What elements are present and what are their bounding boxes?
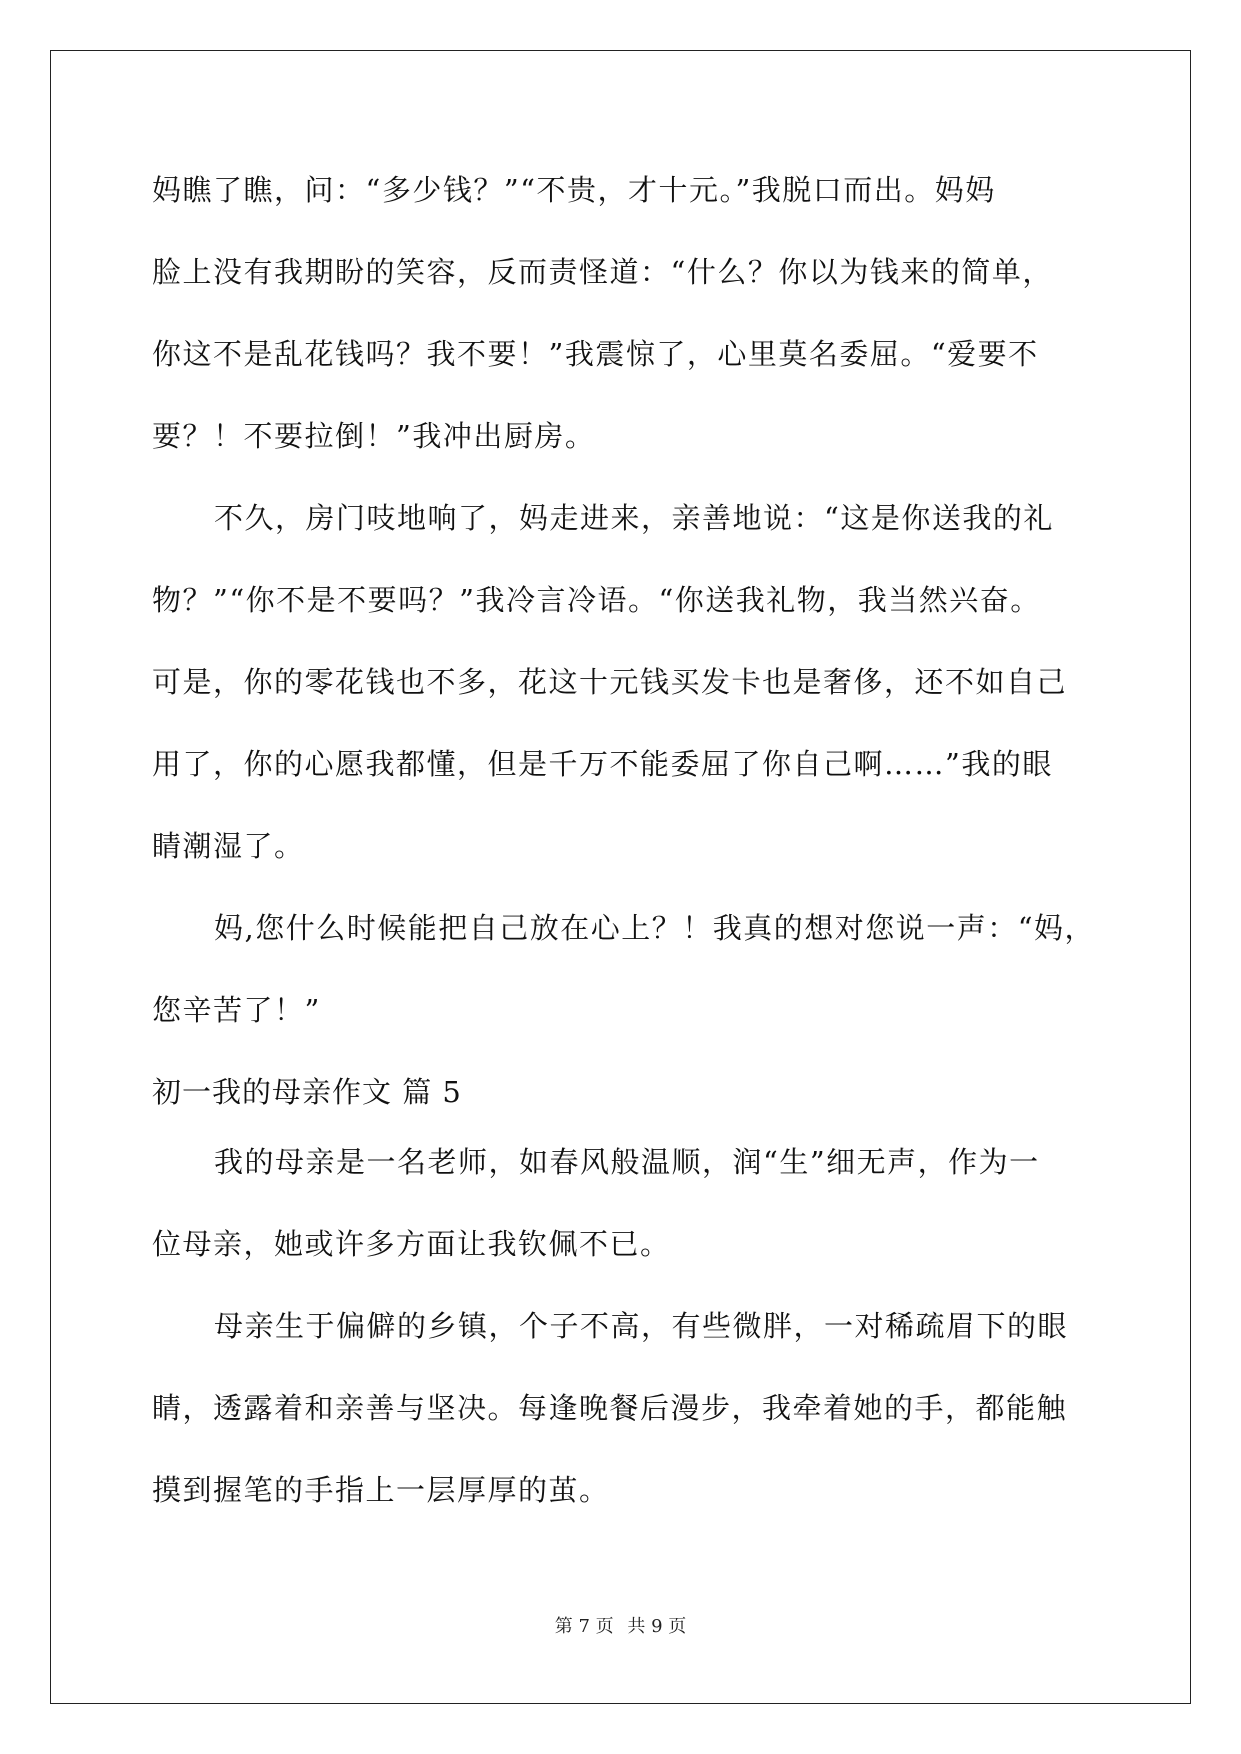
text-line: 妈,您什么时候能把自己放在心上？！我真的想对您说一声：“妈， [214, 911, 1096, 945]
text-line: 母亲生于偏僻的乡镇，个子不高，有些微胖，一对稀疏眉下的眼 [214, 1309, 1069, 1343]
text-line: 要？！不要拉倒！”我冲出厨房。 [152, 419, 596, 453]
text-line: 用了，你的心愿我都懂，但是千万不能委屈了你自己啊……”我的眼 [152, 747, 1053, 781]
page-total: 共 9 页 [627, 1616, 687, 1637]
text-line: 睛潮湿了。 [152, 829, 305, 863]
text-line: 我的母亲是一名老师，如春风般温顺，润“生”细无声，作为一 [214, 1145, 1040, 1179]
text-line: 妈瞧了瞧，问：“多少钱？”“不贵，才十元。”我脱口而出。妈妈 [152, 173, 996, 207]
text-line: 物？”“你不是不要吗？”我冷言冷语。“你送我礼物，我当然兴奋。 [152, 583, 1041, 617]
page-number: 第 7 页 [554, 1616, 614, 1637]
text-line: 你这不是乱花钱吗？我不要！”我震惊了，心里莫名委屈。“爱要不 [152, 337, 1039, 371]
text-line: 可是，你的零花钱也不多，花这十元钱买发卡也是奢侈，还不如自己 [152, 665, 1068, 699]
text-line: 位母亲，她或许多方面让我钦佩不已。 [152, 1227, 671, 1261]
document-body [152, 160, 1096, 1542]
text-line: 您辛苦了！” [152, 993, 321, 1027]
page-footer [0, 1612, 1241, 1638]
text-line: 摸到握笔的手指上一层厚厚的茧。 [152, 1473, 610, 1507]
text-line: 睛，透露着和亲善与坚决。每逢晚餐后漫步，我牵着她的手，都能触 [152, 1391, 1068, 1425]
text-line: 不久，房门吱地响了，妈走进来，亲善地说：“这是你送我的礼 [214, 501, 1054, 535]
text-line: 脸上没有我期盼的笑容，反而责怪道：“什么？你以为钱来的简单， [152, 255, 1053, 289]
section-heading: 初一我的母亲作文 篇 5 [152, 1075, 462, 1109]
